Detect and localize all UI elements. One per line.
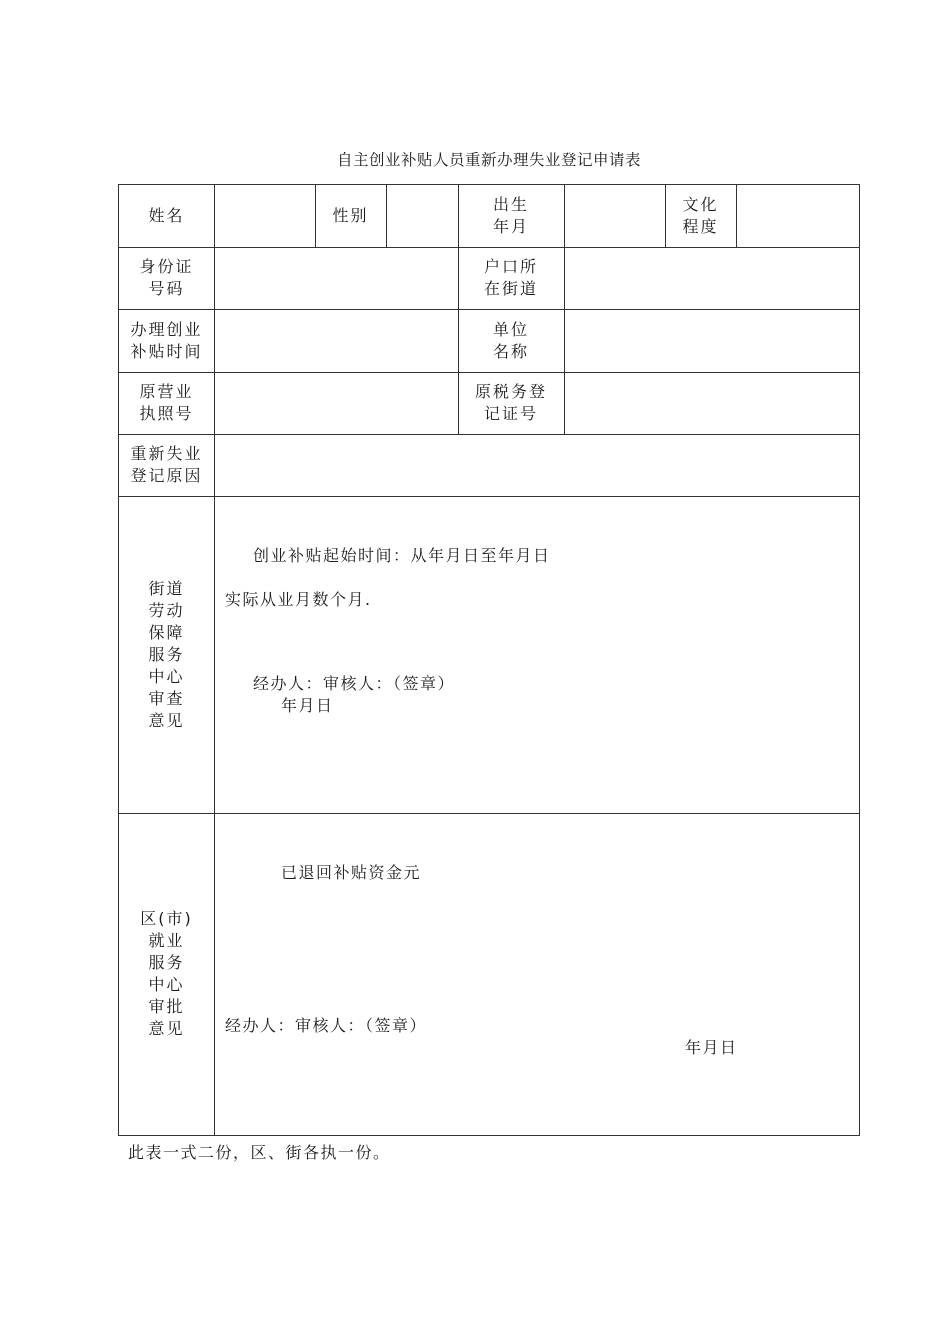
company-name-label: 单位 名称 [492,319,529,361]
birth-label: 出生 年月 [492,195,529,236]
reason-field[interactable] [215,434,859,496]
street-date-text: 年月日 [281,696,334,715]
education-field[interactable] [737,185,859,247]
form-title: 自主创业补贴人员重新办理失业登记申请表 [336,151,641,169]
district-signers-text: 经办人：审核人：（签章） [225,1016,428,1035]
row-divider [119,813,859,814]
subsidy-time-label: 办理创业 补贴时间 [130,319,203,361]
reason-label: 重新失业 登记原因 [130,444,203,485]
district-approval-label: 区(市) 就业 服务 中心 审批 意见 [140,909,193,1038]
tax-registration-label: 原税务登 记证号 [474,382,547,423]
education-label: 文化 程度 [682,195,719,236]
company-name-field[interactable] [565,309,859,372]
street-signers-text: 经办人：审核人：（签章） [253,674,456,693]
subsidy-start-time-text: 创业补贴起始时间：从年月日至年月日 [253,546,551,565]
hukou-street-label: 户口所 在街道 [483,257,538,298]
business-license-label: 原营业 执照号 [139,382,194,423]
gender-label: 性别 [332,206,369,225]
birth-field[interactable] [565,185,665,247]
id-number-label: 身份证 号码 [139,257,194,298]
hukou-street-field[interactable] [565,247,859,309]
gender-field[interactable] [387,185,458,247]
subsidy-time-field[interactable] [215,309,458,372]
application-form-table [118,184,860,1136]
business-license-field[interactable] [215,372,458,434]
months-worked-text: 实际从业月数个月. [225,590,372,609]
tax-registration-field[interactable] [565,372,859,434]
id-number-field[interactable] [215,247,458,309]
name-field[interactable] [215,185,315,247]
name-label: 姓名 [148,206,185,225]
footer-note: 此表一式二份，区、街各执一份。 [128,1143,391,1162]
street-review-label: 街道 劳动 保障 服务 中心 审查 意见 [148,578,185,730]
refund-amount-text: 已退回补贴资金元 [281,863,422,882]
district-date-text: 年月日 [685,1038,738,1057]
row-divider [119,496,859,497]
